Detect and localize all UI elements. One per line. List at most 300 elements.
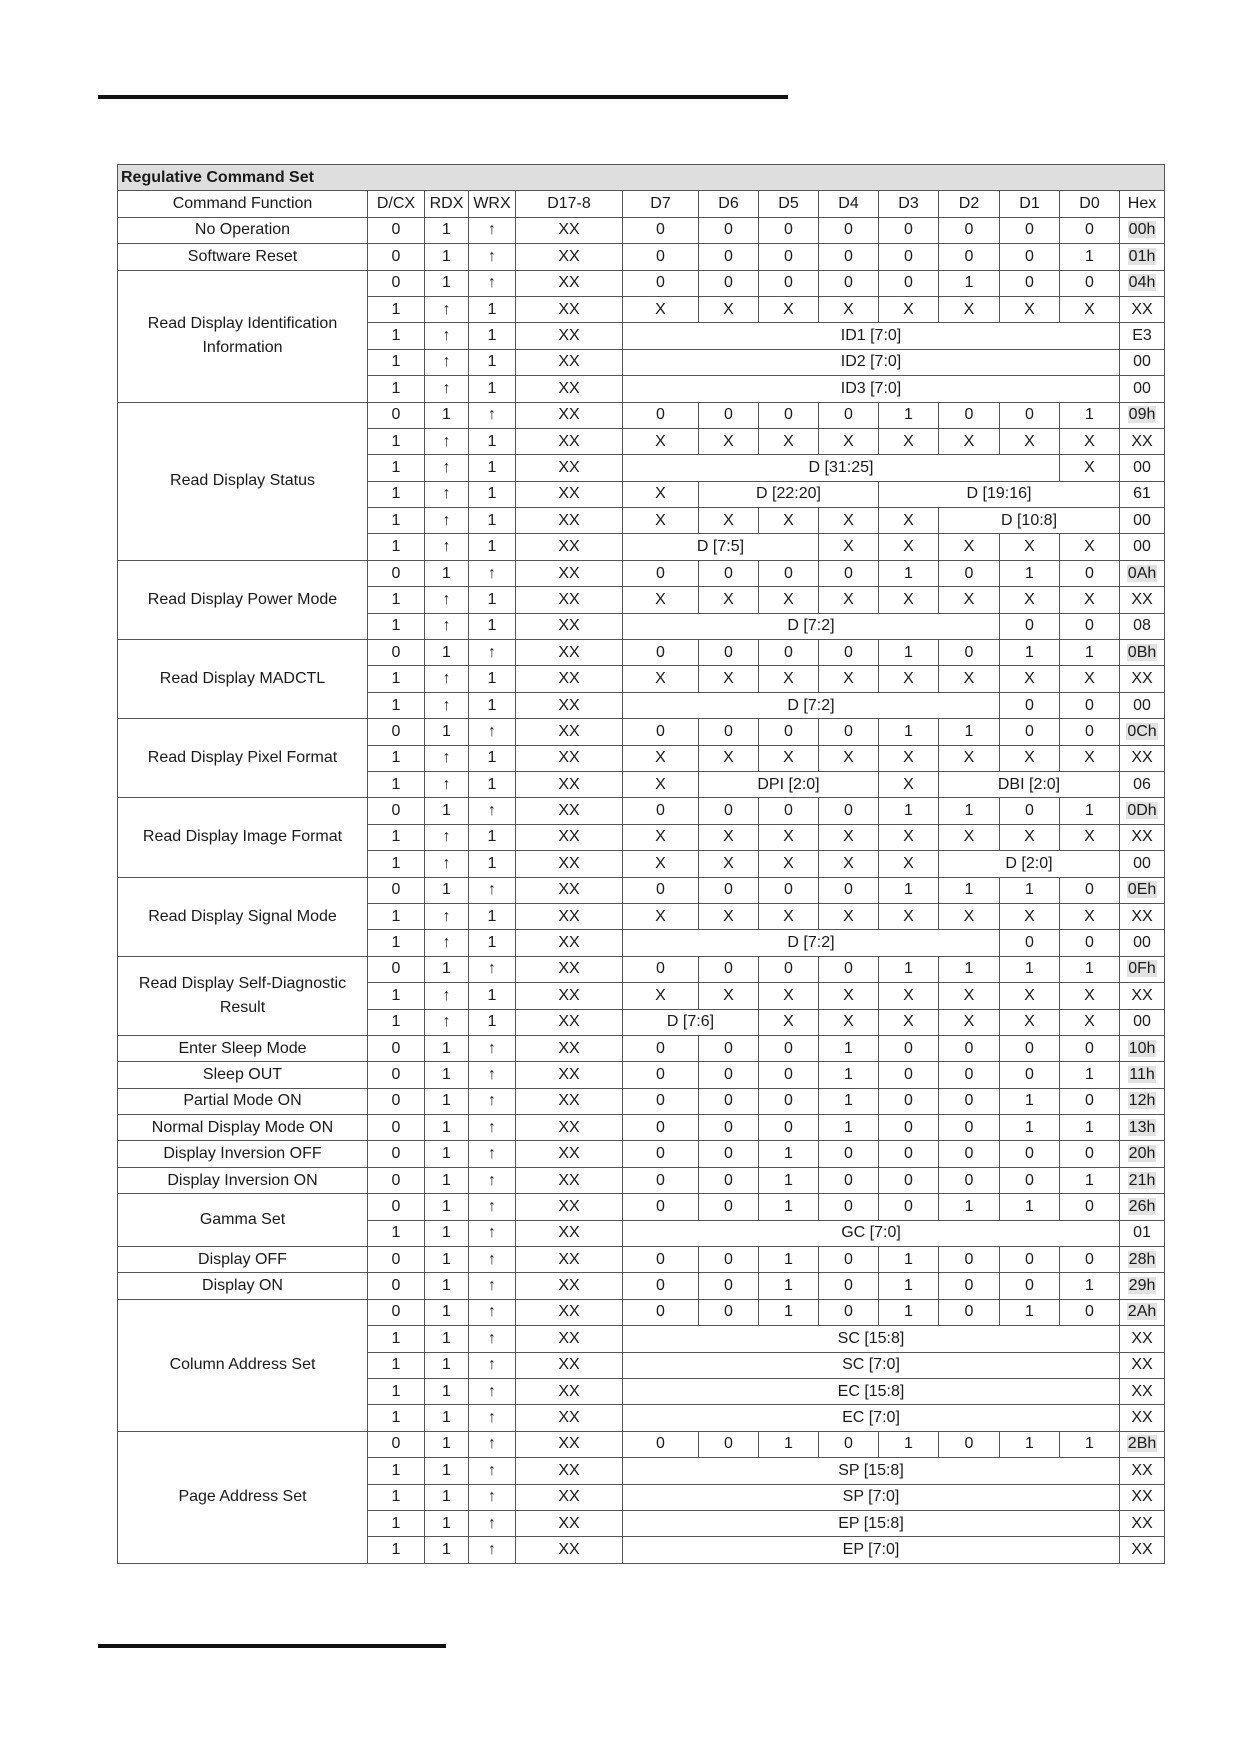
data-cell: X: [1060, 428, 1120, 454]
data-cell: XX: [516, 1062, 623, 1088]
merged-data-cell: SP [15:8]: [623, 1458, 1120, 1484]
data-cell: 1: [1000, 956, 1060, 982]
data-cell: ↑: [425, 851, 469, 877]
data-cell: 1: [368, 296, 425, 322]
data-cell: 0: [759, 1088, 819, 1114]
data-cell: 0: [1000, 1062, 1060, 1088]
merged-data-cell: D [31:25]: [623, 455, 1060, 481]
merged-data-cell: EP [15:8]: [623, 1510, 1120, 1536]
merged-data-cell: GC [7:0]: [623, 1220, 1120, 1246]
data-cell: XX: [516, 877, 623, 903]
data-cell: 1: [425, 1484, 469, 1510]
data-cell: 1: [469, 587, 516, 613]
data-cell: ↑: [469, 1247, 516, 1273]
data-cell: XX: [516, 1035, 623, 1061]
table-row: [118, 1115, 1165, 1141]
merged-data-cell: D [19:16]: [879, 481, 1120, 507]
data-cell: 1: [368, 930, 425, 956]
data-cell: 1: [1000, 1088, 1060, 1114]
data-cell: ↑: [469, 1115, 516, 1141]
data-cell: ↑: [469, 1035, 516, 1061]
data-cell: 1: [425, 877, 469, 903]
data-cell: 0: [759, 798, 819, 824]
data-cell: 1: [1000, 877, 1060, 903]
data-cell: X: [939, 666, 1000, 692]
data-cell: 1: [879, 1431, 939, 1457]
hex-code-highlight: 10h: [1128, 1039, 1156, 1057]
data-cell: ↑: [469, 1299, 516, 1325]
data-cell: XX: [516, 1405, 623, 1431]
data-cell: 0: [1060, 877, 1120, 903]
data-cell: 1: [368, 481, 425, 507]
data-cell: 0: [1000, 1273, 1060, 1299]
data-cell: X: [879, 508, 939, 534]
data-cell: XX: [516, 1115, 623, 1141]
data-cell: XX: [516, 798, 623, 824]
data-cell: X: [939, 428, 1000, 454]
data-cell: 0: [1060, 930, 1120, 956]
data-cell: XX: [516, 1352, 623, 1378]
merged-data-cell: DPI [2:0]: [699, 771, 879, 797]
data-cell: 0: [1060, 613, 1120, 639]
data-cell: X: [759, 1009, 819, 1035]
column-header: D2: [939, 191, 1000, 217]
data-cell: 0: [623, 1194, 699, 1220]
hex-cell: 00: [1120, 376, 1165, 402]
table-row: [118, 956, 1165, 982]
data-cell: 0: [1060, 1141, 1120, 1167]
data-cell: X: [623, 903, 699, 929]
hex-cell: 00: [1120, 455, 1165, 481]
hex-cell: [1120, 1062, 1165, 1088]
data-cell: 0: [1060, 560, 1120, 586]
hex-cell: XX: [1120, 1326, 1165, 1352]
data-cell: ↑: [425, 666, 469, 692]
data-cell: 0: [1000, 217, 1060, 243]
data-cell: 1: [759, 1247, 819, 1273]
command-function-cell: Sleep OUT: [118, 1062, 368, 1088]
data-cell: ↑: [425, 508, 469, 534]
data-cell: 1: [425, 640, 469, 666]
hex-cell: XX: [1120, 428, 1165, 454]
data-cell: 1: [759, 1194, 819, 1220]
data-cell: 1: [469, 745, 516, 771]
data-cell: 1: [425, 798, 469, 824]
data-cell: 1: [1060, 402, 1120, 428]
table-row: [118, 560, 1165, 586]
hex-cell: [1120, 560, 1165, 586]
data-cell: X: [879, 296, 939, 322]
data-cell: XX: [516, 692, 623, 718]
data-cell: ↑: [469, 1062, 516, 1088]
data-cell: X: [1000, 903, 1060, 929]
data-cell: X: [759, 983, 819, 1009]
data-cell: 1: [368, 534, 425, 560]
data-cell: 0: [759, 1062, 819, 1088]
command-function-cell: Read Display Power Mode: [118, 560, 368, 639]
data-cell: 0: [879, 1062, 939, 1088]
data-cell: 0: [699, 1167, 759, 1193]
data-cell: ↑: [425, 481, 469, 507]
table-row: [118, 1167, 1165, 1193]
data-cell: XX: [516, 719, 623, 745]
data-cell: XX: [516, 1458, 623, 1484]
data-cell: 1: [368, 1009, 425, 1035]
data-cell: 0: [1000, 798, 1060, 824]
hex-cell: [1120, 1299, 1165, 1325]
hex-code-highlight: 0Bh: [1127, 643, 1157, 661]
hex-cell: [1120, 402, 1165, 428]
data-cell: 1: [759, 1273, 819, 1299]
data-cell: X: [623, 983, 699, 1009]
data-cell: ↑: [425, 745, 469, 771]
data-cell: 0: [623, 1299, 699, 1325]
data-cell: 0: [368, 877, 425, 903]
merged-data-cell: D [2:0]: [939, 851, 1120, 877]
data-cell: 1: [879, 640, 939, 666]
hex-code-highlight: 09h: [1128, 406, 1156, 424]
data-cell: ↑: [469, 1352, 516, 1378]
data-cell: 0: [819, 1431, 879, 1457]
data-cell: 1: [425, 1378, 469, 1404]
data-cell: 0: [879, 244, 939, 270]
data-cell: 0: [368, 270, 425, 296]
data-cell: X: [623, 296, 699, 322]
data-cell: ↑: [425, 824, 469, 850]
table-row: [118, 1035, 1165, 1061]
data-cell: XX: [516, 903, 623, 929]
data-cell: 0: [1000, 1035, 1060, 1061]
hex-code-highlight: 0Dh: [1127, 802, 1157, 820]
data-cell: 1: [469, 296, 516, 322]
hex-cell: XX: [1120, 1378, 1165, 1404]
data-cell: 1: [1000, 1115, 1060, 1141]
data-cell: ↑: [425, 323, 469, 349]
data-cell: XX: [516, 349, 623, 375]
data-cell: 0: [368, 1299, 425, 1325]
data-cell: 1: [425, 1167, 469, 1193]
table-row: [118, 1273, 1165, 1299]
data-cell: 1: [939, 719, 1000, 745]
merged-data-cell: ID2 [7:0]: [623, 349, 1120, 375]
data-cell: 0: [368, 956, 425, 982]
data-cell: 0: [1000, 402, 1060, 428]
data-cell: 0: [623, 1431, 699, 1457]
data-cell: 1: [469, 851, 516, 877]
data-cell: 1: [1060, 798, 1120, 824]
data-cell: 1: [368, 376, 425, 402]
data-cell: 1: [425, 1326, 469, 1352]
hex-code-highlight: 29h: [1128, 1277, 1156, 1295]
data-cell: 1: [368, 1510, 425, 1536]
data-cell: X: [879, 745, 939, 771]
data-cell: XX: [516, 1484, 623, 1510]
data-cell: ↑: [425, 587, 469, 613]
data-cell: 0: [819, 956, 879, 982]
data-cell: 1: [1060, 1167, 1120, 1193]
data-cell: X: [759, 296, 819, 322]
data-cell: 0: [1060, 1035, 1120, 1061]
data-cell: 0: [623, 877, 699, 903]
data-cell: 0: [368, 244, 425, 270]
data-cell: 0: [623, 956, 699, 982]
data-cell: X: [1000, 534, 1060, 560]
data-cell: 1: [469, 376, 516, 402]
data-cell: X: [623, 481, 699, 507]
data-cell: 1: [368, 428, 425, 454]
hex-code-highlight: 04h: [1128, 274, 1156, 292]
hex-cell: 00: [1120, 851, 1165, 877]
merged-data-cell: EC [15:8]: [623, 1378, 1120, 1404]
data-cell: X: [939, 1009, 1000, 1035]
table-title: Regulative Command Set: [118, 165, 1165, 191]
hex-code-highlight: 26h: [1128, 1197, 1156, 1215]
data-cell: XX: [516, 270, 623, 296]
table-row: [118, 1141, 1165, 1167]
data-cell: ↑: [469, 1431, 516, 1457]
bottom-divider: [98, 1644, 446, 1648]
data-cell: 1: [879, 798, 939, 824]
data-cell: 0: [1000, 1141, 1060, 1167]
data-cell: 1: [469, 1009, 516, 1035]
hex-cell: [1120, 798, 1165, 824]
data-cell: XX: [516, 824, 623, 850]
data-cell: X: [879, 771, 939, 797]
data-cell: 0: [819, 560, 879, 586]
data-cell: 0: [879, 270, 939, 296]
data-cell: 0: [699, 1115, 759, 1141]
hex-cell: 00: [1120, 508, 1165, 534]
data-cell: 0: [368, 1247, 425, 1273]
column-header: RDX: [425, 191, 469, 217]
hex-cell: E3: [1120, 323, 1165, 349]
hex-code-highlight: 12h: [1128, 1092, 1156, 1110]
data-cell: 0: [368, 1167, 425, 1193]
data-cell: 1: [425, 1088, 469, 1114]
data-cell: 1: [368, 1378, 425, 1404]
data-cell: 0: [939, 1273, 1000, 1299]
data-cell: 0: [623, 1062, 699, 1088]
data-cell: X: [1000, 983, 1060, 1009]
data-cell: 0: [699, 270, 759, 296]
data-cell: 1: [819, 1062, 879, 1088]
data-cell: 1: [469, 824, 516, 850]
data-cell: 1: [368, 824, 425, 850]
data-cell: ↑: [469, 1194, 516, 1220]
data-cell: 0: [699, 1194, 759, 1220]
data-cell: XX: [516, 666, 623, 692]
hex-cell: 00: [1120, 692, 1165, 718]
data-cell: 1: [368, 587, 425, 613]
data-cell: 1: [425, 1273, 469, 1299]
data-cell: 1: [469, 930, 516, 956]
data-cell: XX: [516, 376, 623, 402]
data-cell: XX: [516, 956, 623, 982]
data-cell: 0: [819, 1167, 879, 1193]
data-cell: 0: [623, 1273, 699, 1299]
data-cell: 1: [425, 1247, 469, 1273]
data-cell: X: [939, 983, 1000, 1009]
merged-data-cell: ID1 [7:0]: [623, 323, 1120, 349]
data-cell: X: [623, 745, 699, 771]
data-cell: 0: [699, 1431, 759, 1457]
data-cell: 0: [368, 1115, 425, 1141]
command-function-cell: Column Address Set: [118, 1299, 368, 1431]
data-cell: X: [819, 428, 879, 454]
data-cell: 0: [759, 560, 819, 586]
data-cell: 0: [368, 217, 425, 243]
column-header: D/CX: [368, 191, 425, 217]
data-cell: ↑: [425, 983, 469, 1009]
data-cell: XX: [516, 851, 623, 877]
data-cell: X: [759, 851, 819, 877]
data-cell: X: [1000, 1009, 1060, 1035]
data-cell: X: [699, 666, 759, 692]
data-cell: 1: [879, 1247, 939, 1273]
data-cell: 0: [879, 1115, 939, 1141]
data-cell: X: [1000, 296, 1060, 322]
data-cell: X: [759, 428, 819, 454]
data-cell: 1: [425, 1458, 469, 1484]
data-cell: 1: [368, 692, 425, 718]
data-cell: 1: [425, 1220, 469, 1246]
data-cell: 1: [1060, 1062, 1120, 1088]
data-cell: X: [1060, 983, 1120, 1009]
hex-cell: [1120, 1194, 1165, 1220]
data-cell: ↑: [469, 640, 516, 666]
data-cell: 1: [1060, 956, 1120, 982]
hex-cell: [1120, 877, 1165, 903]
data-cell: 0: [623, 640, 699, 666]
command-function-cell: Page Address Set: [118, 1431, 368, 1563]
data-cell: ↑: [469, 217, 516, 243]
data-cell: 0: [1000, 692, 1060, 718]
data-cell: 1: [425, 1035, 469, 1061]
data-cell: X: [699, 824, 759, 850]
data-cell: ↑: [425, 296, 469, 322]
data-cell: 0: [623, 270, 699, 296]
data-cell: 0: [939, 1088, 1000, 1114]
data-cell: ↑: [469, 1167, 516, 1193]
data-cell: 1: [939, 956, 1000, 982]
column-header: Command Function: [118, 191, 368, 217]
data-cell: 1: [469, 983, 516, 1009]
data-cell: ↑: [469, 877, 516, 903]
data-cell: 1: [1060, 640, 1120, 666]
hex-cell: XX: [1120, 1537, 1165, 1563]
data-cell: XX: [516, 1141, 623, 1167]
data-cell: X: [1060, 296, 1120, 322]
table-row: [118, 798, 1165, 824]
hex-cell: [1120, 1273, 1165, 1299]
data-cell: ↑: [469, 956, 516, 982]
hex-cell: XX: [1120, 296, 1165, 322]
merged-data-cell: ID3 [7:0]: [623, 376, 1120, 402]
data-cell: ↑: [469, 1484, 516, 1510]
data-cell: 1: [368, 1458, 425, 1484]
command-function-cell: Display Inversion ON: [118, 1167, 368, 1193]
data-cell: ↑: [469, 270, 516, 296]
data-cell: 1: [368, 1405, 425, 1431]
hex-code-highlight: 20h: [1128, 1145, 1156, 1163]
data-cell: 0: [699, 560, 759, 586]
data-cell: 0: [819, 1299, 879, 1325]
table-row: [118, 1194, 1165, 1220]
data-cell: X: [759, 587, 819, 613]
data-cell: 1: [425, 270, 469, 296]
data-cell: 0: [759, 1035, 819, 1061]
data-cell: ↑: [425, 613, 469, 639]
data-cell: ↑: [469, 719, 516, 745]
data-cell: 0: [368, 1035, 425, 1061]
data-cell: 1: [425, 1405, 469, 1431]
data-cell: 0: [1060, 1247, 1120, 1273]
hex-code-highlight: 00h: [1128, 221, 1156, 239]
command-table: [117, 164, 1165, 1564]
data-cell: X: [699, 296, 759, 322]
table-row: [118, 1431, 1165, 1457]
data-cell: 0: [939, 1062, 1000, 1088]
data-cell: 0: [939, 1141, 1000, 1167]
data-cell: XX: [516, 1247, 623, 1273]
data-cell: 1: [425, 1062, 469, 1088]
data-cell: XX: [516, 323, 623, 349]
data-cell: X: [819, 587, 879, 613]
merged-data-cell: DBI [2:0]: [939, 771, 1120, 797]
data-cell: 1: [759, 1141, 819, 1167]
data-cell: ↑: [469, 1458, 516, 1484]
data-cell: X: [699, 745, 759, 771]
hex-cell: [1120, 1431, 1165, 1457]
data-cell: X: [819, 508, 879, 534]
data-cell: X: [819, 1009, 879, 1035]
data-cell: ↑: [425, 1009, 469, 1035]
data-cell: 1: [879, 402, 939, 428]
table-row: [118, 1062, 1165, 1088]
data-cell: 1: [425, 1194, 469, 1220]
data-cell: X: [879, 983, 939, 1009]
hex-cell: 08: [1120, 613, 1165, 639]
column-header: D6: [699, 191, 759, 217]
data-cell: ↑: [469, 1273, 516, 1299]
data-cell: X: [939, 824, 1000, 850]
table-title-row: [118, 165, 1165, 191]
data-cell: 0: [623, 1167, 699, 1193]
data-cell: 1: [759, 1299, 819, 1325]
data-cell: X: [623, 824, 699, 850]
data-cell: 1: [368, 455, 425, 481]
data-cell: X: [1060, 824, 1120, 850]
data-cell: 0: [699, 1035, 759, 1061]
data-cell: 0: [623, 1115, 699, 1141]
hex-cell: [1120, 270, 1165, 296]
data-cell: ↑: [469, 1326, 516, 1352]
command-function-cell: Read Display Image Format: [118, 798, 368, 877]
data-cell: ↑: [469, 560, 516, 586]
data-cell: 0: [879, 1035, 939, 1061]
data-cell: 1: [368, 903, 425, 929]
data-cell: X: [879, 666, 939, 692]
data-cell: 0: [759, 877, 819, 903]
command-function-cell: Read Display Status: [118, 402, 368, 560]
data-cell: 0: [1060, 719, 1120, 745]
data-cell: X: [879, 851, 939, 877]
data-cell: 1: [368, 1220, 425, 1246]
data-cell: 1: [469, 455, 516, 481]
data-cell: 1: [819, 1115, 879, 1141]
data-cell: XX: [516, 534, 623, 560]
data-cell: XX: [516, 1378, 623, 1404]
